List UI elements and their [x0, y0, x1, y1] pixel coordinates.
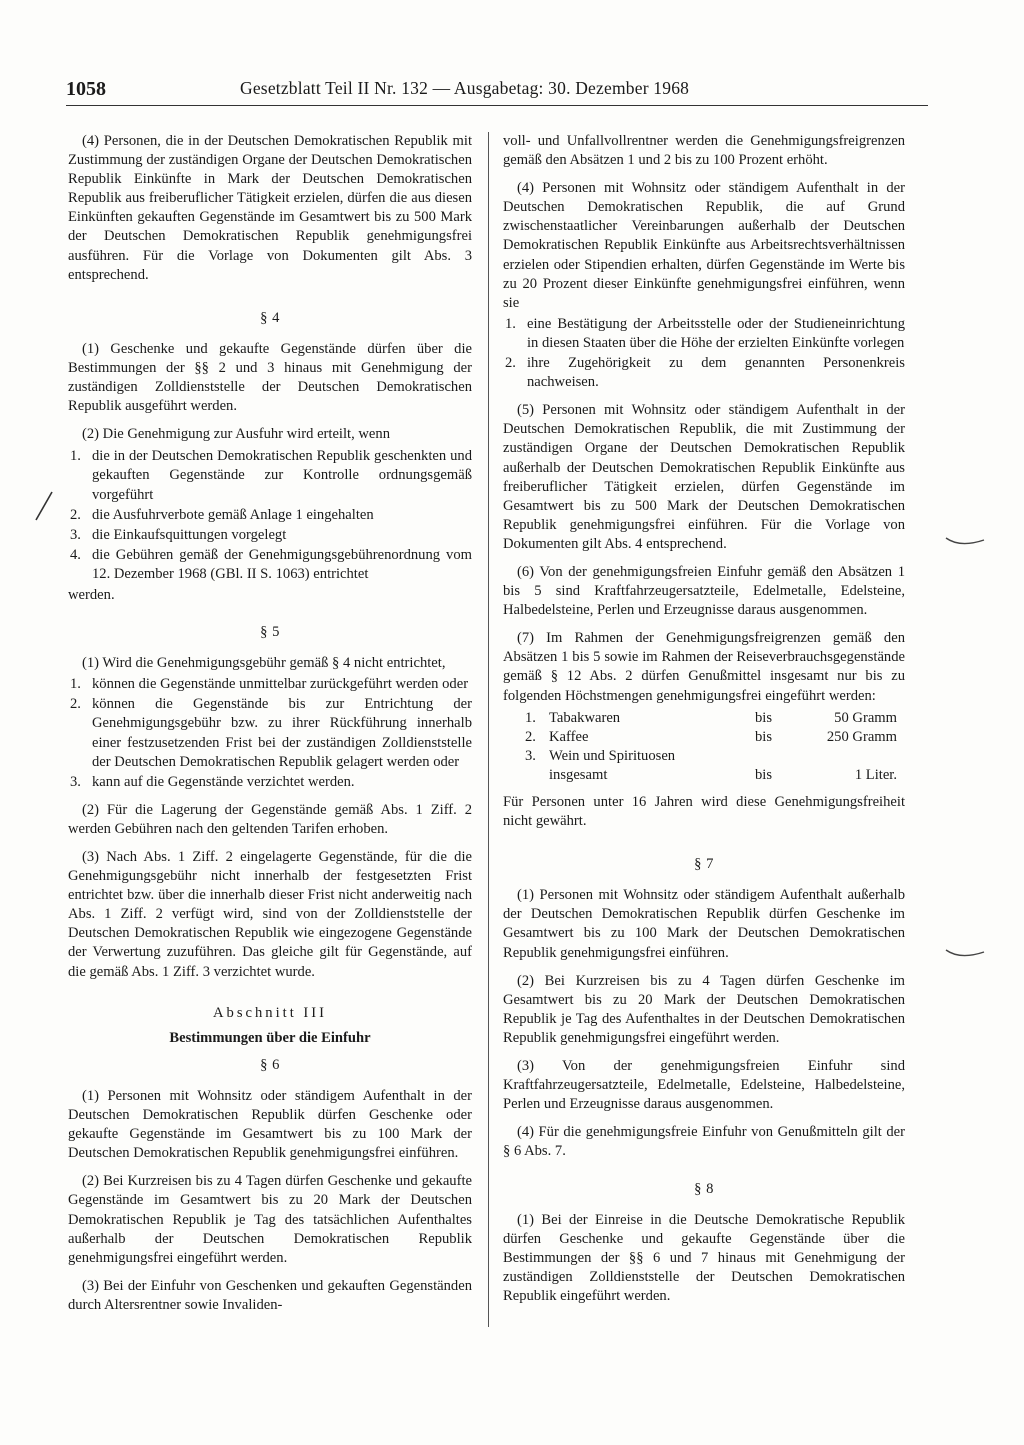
section-heading-4: § 4: [260, 309, 280, 326]
goods-name-cell: [549, 747, 755, 785]
paragraph-6-3-start: (3) Bei der Einfuhr von Geschenken und gekauften Gegenständen durch Altersrentner sowie Invaliden-: [68, 1277, 472, 1313]
list-item-number: 2.: [70, 696, 81, 713]
paragraph-5-2: (2) Für die Lagerung der Gegenstände gemäß Abs. 1 Ziff. 2 werden Gebühren nach den geltenden Tarifen erhoben.: [68, 801, 472, 837]
list-item: [503, 315, 905, 353]
goods-number: 2.: [525, 728, 536, 745]
paragraph-6-7-tail: Für Personen unter 16 Jahren wird diese Genehmigungsfreiheit nicht gewährt.: [503, 794, 905, 830]
paragraph-6-5: (5) Personen mit Wohnsitz oder ständigem Aufenthalt in der Deutschen Demokratischen Republik, die mit Zustimmung der zuständigen Organe der Deutschen Demokratischen Republik außerhalb der Deutschen Demokratischen Republik Einkünfte aus freiberuflicher Tätigkeit erzielen, dürfen Gegenstände im Gesamtwert bis zu 500 Mark der Deutschen Demokratischen Republik genehmigungsfrei einführen. Für die Vorlage von Dokumenten gilt Abs. 4 entsprechend.: [503, 402, 905, 552]
section-heading-8: § 8: [694, 1180, 714, 1197]
list-item-text: kann auf die Gegenstände verzichtet werden.: [92, 773, 355, 790]
paragraph-6-7: (7) Im Rahmen der Genehmigungsfreigrenzen gemäß den Absätzen 1 bis 5 sowie im Rahmen der Reiseverbrauchsgegenstände gemäß § 12 Abs. 2 dürfen Genußmittel insgesamt nur bis zu folgenden Höchstmengen genehmigungsfrei eingeführt werden:: [503, 630, 905, 704]
list-item-text: die Gebühren gemäß der Genehmigungsgebührenordnung vom 12. Dezember 1968 (GBl. II S. 1063) entrichtet: [92, 546, 472, 582]
pencil-hook-mark-icon: [944, 532, 988, 550]
gazette-title: Gesetzblatt Teil II Nr. 132 — Ausgabetag: 30. Dezember 1968: [240, 78, 690, 98]
goods-number: 3.: [525, 747, 536, 764]
table-row: [525, 728, 897, 747]
list-item-number: 1.: [70, 448, 81, 465]
paragraph-6-1: (1) Personen mit Wohnsitz oder ständigem Aufenthalt in der Deutschen Demokratischen Republik dürfen Geschenke oder gekaufte Gegenstände im Gesamtwert bis zu 100 Mark der Deutschen Demokratischen Republik genehmigungsfrei einführen.: [68, 1087, 472, 1162]
chapter-heading: Abschnitt III: [213, 1004, 327, 1021]
section-6-4-list: [503, 315, 905, 392]
paragraph-6-6: (6) Von der genehmigungsfreien Einfuhr gemäß den Absätzen 1 bis 5 sind Kraftfahrzeugersatzteile, Edelmetalle, Edelsteine, Halbedelsteine, Perlen und Erzeugnisse daraus ausgenommen.: [503, 563, 905, 619]
goods-number: 1.: [525, 709, 536, 726]
list-item: [68, 695, 472, 771]
section-5-list: [68, 675, 472, 792]
paragraph-6-3-end: voll- und Unfallvollrentner werden die Genehmigungsfreigrenzen gemäß den Absätzen 1 und 2 bis zu 100 Prozent erhöht.: [503, 133, 905, 169]
right-column: [503, 132, 905, 1315]
table-row: [525, 747, 897, 785]
pencil-slash-mark-icon: [30, 490, 60, 524]
list-item-text: die Ausfuhrverbote gemäß Anlage 1 eingehalten: [92, 506, 374, 523]
paragraph-7-3: (3) Von der genehmigungsfreien Einfuhr sind Kraftfahrzeugersatzteile, Edelmetalle, Edelsteine, Halbedelsteine, Perlen und Erzeugnisse daraus ausgenommen.: [503, 1058, 905, 1113]
paragraph-7-2: (2) Bei Kurzreisen bis zu 4 Tagen dürfen Geschenke im Gesamtwert bis zu 20 Mark der Deutschen Demokratischen Republik je Tag des Aufenthaltes in der Deutschen Demokratischen Republik genehmigungsfrei eingeführt werden.: [503, 972, 905, 1046]
list-item: [68, 675, 472, 694]
goods-name: Wein und Spirituosen: [549, 747, 676, 764]
section-heading-5: § 5: [260, 624, 280, 641]
list-item-number: 3.: [70, 526, 81, 543]
goods-amount: 1 Liter.: [854, 766, 897, 783]
section-heading-7: § 7: [694, 856, 714, 873]
list-item-text: eine Bestätigung der Arbeitsstelle oder der Studieneinrichtung in diesen Staaten über die Höhe der erzielten Einkünfte vorlegen: [527, 315, 905, 351]
paragraph-5-3: (3) Nach Abs. 1 Ziff. 2 eingelagerte Gegenstände, für die die Genehmigungsgebühr nicht innerhalb der festgesetzten Frist entrichtet bzw. über die innerhalb dieser Frist nicht anderweitig nach Abs. 1 Ziff. 2 verfügt wird, sind von der Zolldienststelle der Deutschen Demokratischen Republik wie eingezogene Gegenstände der Verwertung zuzuführen. Das gleiche gilt für Gegenstände, auf die gemäß Abs. 1 Ziff. 3 verzichtet wurde.: [68, 849, 472, 980]
list-item-text: können die Gegenstände unmittelbar zurückgeführt werden oder: [92, 676, 469, 693]
paragraph-6-2: (2) Bei Kurzreisen bis zu 4 Tagen dürfen Geschenke und gekaufte Gegenstände im Gesamtwert bis zu 20 Mark der Deutschen Demokratischen Republik je Tag des tatsächlichen Aufenthaltes außerhalb der Deutschen Demokratischen Republik genehmigungsfrei eingeführt werden.: [68, 1173, 472, 1266]
table-row: [525, 709, 897, 728]
paragraph-3-4: (4) Personen, die in der Deutschen Demokratischen Republik mit Zustimmung der zuständigen Organe der Deutschen Demokratischen Republik Einkünfte in Mark der Deutschen Demokratischen Republik aus freiberuflicher Tätigkeit erzielen, dürfen die aus diesen Einkünften gekauften Gegenstände im Gesamtwert bis zu 500 Mark der Deutschen Demokratischen Republik genehmigungsfrei ausführen. Für die Vorlage von Dokumenten gilt Abs. 3 entsprechend.: [68, 133, 472, 283]
page-number: 1058: [66, 78, 106, 100]
column-divider: [488, 132, 489, 1327]
list-item: [68, 447, 472, 504]
page-header: [66, 78, 928, 104]
list-item-text: die Einkaufsquittungen vorgelegt: [92, 526, 287, 543]
goods-amount: 250 Gramm: [826, 728, 897, 745]
paragraph-4-1: (1) Geschenke und gekaufte Gegenstände dürfen über die Bestimmungen der §§ 2 und 3 hinaus mit Genehmigung der zuständigen Zolldienststelle der Deutschen Demokratischen Republik ausgeführt werden.: [68, 340, 472, 415]
paragraph-8-1: (1) Bei der Einreise in die Deutsche Demokratische Republik dürfen Geschenke und gekaufte Gegenstände über die Bestimmungen der §§ 6 und 7 hinaus mit Genehmigung der zuständigen Zolldienststelle der Deutschen Demokratischen Republik eingeführt werden.: [503, 1211, 905, 1304]
paragraph-6-4: (4) Personen mit Wohnsitz oder ständigem Aufenthalt in der Deutschen Demokratischen Republik, die auf Grund zwischenstaatlicher Vereinbarungen außerhalb der Deutschen Demokratischen Republik Einkünfte aus Arbeitsrechtsverhältnissen erzielen oder Stipendien erhalten, dürfen Gegenstände im Werte bis zu 20 Prozent dieser Einkünfte genehmigungsfrei einführen, wenn sie: [503, 180, 905, 311]
goods-name: Tabakwaren: [549, 709, 621, 726]
chapter-title: Bestimmungen über die Einfuhr: [169, 1029, 371, 1046]
list-item-text: die in der Deutschen Demokratischen Republik geschenkten und gekauften Gegenstände zur Kontrolle ordnungsgemäß vorgeführt: [92, 448, 472, 503]
list-item: [68, 546, 472, 584]
pencil-hook-mark-icon: [944, 944, 988, 962]
list-item-number: 2.: [70, 506, 81, 523]
list-item-text: können die Gegenstände bis zur Entrichtung der Genehmigungsgebühr bzw. zu ihrer Rückführung innerhalb einer festzusetzenden Frist bei der zuständigen Zolldienststelle der Deutschen Demokratischen Republik gelagert werden oder: [92, 696, 472, 770]
goods-bis: bis: [755, 709, 773, 726]
paragraph-7-4: (4) Für die genehmigungsfreie Einfuhr von Genußmitteln gilt der § 6 Abs. 7.: [503, 1124, 905, 1160]
paragraph-4-2: (2) Die Genehmigung zur Ausfuhr wird erteilt, wenn: [82, 426, 391, 443]
list-item-number: 1.: [70, 676, 81, 693]
list-item-number: 4.: [70, 546, 81, 563]
paragraph-7-1: (1) Personen mit Wohnsitz oder ständigem Aufenthalt außerhalb der Deutschen Demokratischen Republik dürfen Geschenke im Gesamtwert bis zu 100 Mark der Deutschen Demokratischen Republik genehmigungsfrei einführen.: [503, 887, 905, 961]
list-item-text: ihre Zugehörigkeit zu dem genannten Personenkreis nachweisen.: [527, 355, 905, 391]
section-4-list: [68, 447, 472, 584]
list-item: [503, 354, 905, 392]
list-item-number: 2.: [505, 355, 516, 372]
list-item-number: 1.: [505, 315, 516, 332]
goods-bis: bis: [755, 728, 773, 745]
paragraph-5-1: (1) Wird die Genehmigungsgebühr gemäß § 4 nicht entrichtet,: [82, 655, 446, 672]
list-item: [68, 506, 472, 525]
left-column: [68, 132, 472, 1324]
list-item-number: 3.: [70, 773, 81, 790]
header-rule: [66, 105, 928, 106]
goods-limits-table: [525, 709, 897, 785]
goods-amount: 50 Gramm: [834, 709, 897, 726]
goods-name: Kaffee: [549, 728, 589, 745]
section-heading-6: § 6: [260, 1056, 280, 1073]
goods-bis: bis: [755, 766, 773, 783]
list-item: [68, 526, 472, 545]
goods-name-continuation: insgesamt: [549, 766, 608, 783]
section-4-tail: werden.: [68, 586, 115, 603]
list-item: [68, 773, 472, 792]
